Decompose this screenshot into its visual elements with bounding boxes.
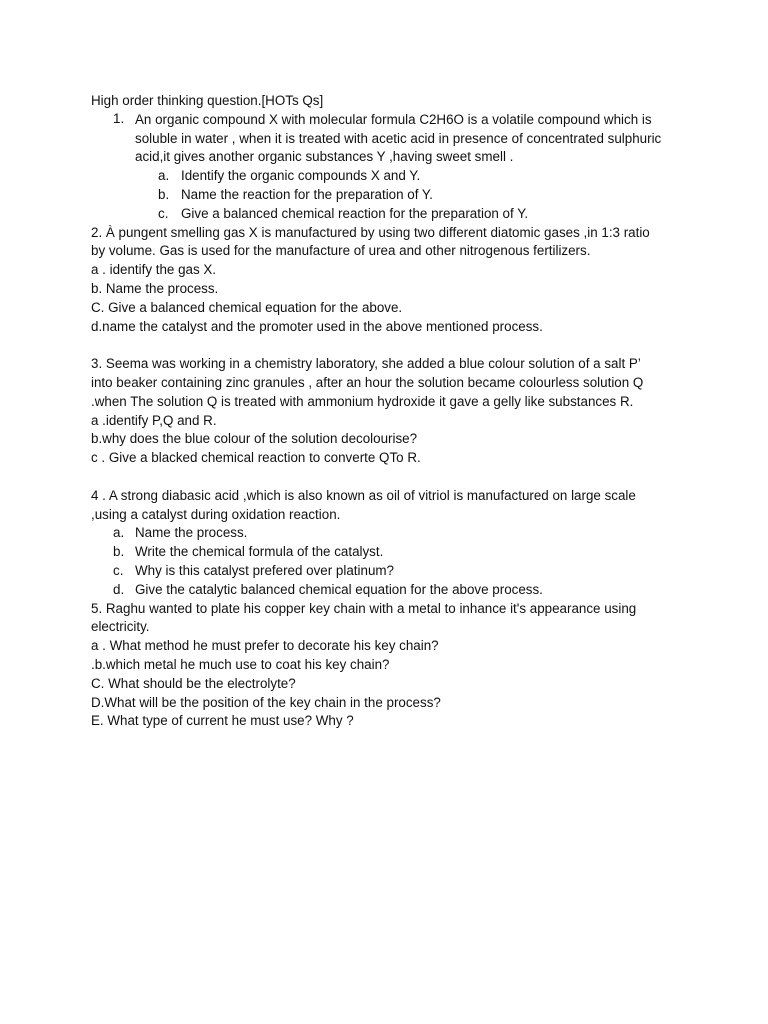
- question-3-line: .when The solution Q is treated with ammonium hydroxide it gave a gelly like substances R.: [91, 393, 634, 409]
- question-1-line: An organic compound X with molecular formula C2H6O is a volatile compound which is: [135, 111, 652, 127]
- question-3-line: b.why does the blue colour of the solution decolourise?: [91, 431, 418, 447]
- question-4-sub-d: [91, 581, 691, 600]
- question-1-sub-a: [91, 167, 691, 186]
- sub-marker: d.: [113, 581, 125, 597]
- question-4-sub-c: [91, 562, 691, 581]
- question-5-line: a . What method he must prefer to decorate his key chain?: [91, 638, 439, 654]
- question-3: [91, 355, 691, 468]
- question-2-line: C. Give a balanced chemical equation for the above.: [91, 299, 403, 315]
- question-1-line: acid,it gives another organic substances Y ,having sweet smell .: [135, 149, 514, 165]
- question-4: [91, 487, 691, 600]
- sub-marker: a.: [158, 168, 170, 184]
- sub-text: Give the catalytic balanced chemical equation for the above process.: [135, 581, 543, 597]
- sub-text: Why is this catalyst prefered over platinum?: [135, 562, 394, 578]
- question-4-sub-b: [91, 543, 691, 562]
- question-3-line: 3. Seema was working in a chemistry laboratory, she added a blue colour solution of a salt P’: [91, 356, 641, 372]
- question-2: [91, 224, 691, 337]
- question-1-sub-b: [91, 186, 691, 205]
- question-4-line: ,using a catalyst during oxidation reaction.: [91, 506, 341, 522]
- sub-text: Write the chemical formula of the catalyst.: [135, 544, 384, 560]
- question-1-sub-c: [91, 205, 691, 224]
- question-5: [91, 600, 691, 732]
- sub-text: Identify the organic compounds X and Y.: [181, 168, 421, 184]
- question-4-sub-a: [91, 524, 691, 543]
- question-2-line: 2. À pungent smelling gas X is manufactured by using two different diatomic gases ,in 1:3 ratio: [91, 224, 650, 240]
- sub-text: Name the process.: [135, 525, 248, 541]
- blank-line: [91, 468, 691, 487]
- question-2-line: by volume. Gas is used for the manufacture of urea and other nitrogenous fertilizers.: [91, 243, 591, 259]
- question-2-line: b. Name the process.: [91, 280, 219, 296]
- document-title: High order thinking question.[HOTs Qs]: [91, 93, 324, 108]
- question-5-line: 5. Raghu wanted to plate his copper key chain with a metal to inhance it's appearance using: [91, 600, 637, 616]
- question-5-line: electricity.: [91, 619, 150, 635]
- sub-text: Name the reaction for the preparation of Y.: [181, 186, 433, 202]
- question-4-line: 4 . A strong diabasic acid ,which is also known as oil of vitriol is manufactured on large scale: [91, 487, 636, 503]
- sub-marker: c.: [113, 562, 124, 578]
- question-5-line: C. What should be the electrolyte?: [91, 675, 296, 691]
- question-1: [91, 111, 691, 167]
- question-2-line: d.name the catalyst and the promoter used in the above mentioned process.: [91, 318, 543, 334]
- question-3-line: into beaker containing zinc granules , after an hour the solution became colourless solution Q: [91, 374, 644, 390]
- sub-marker: c.: [158, 205, 169, 221]
- blank-line: [91, 336, 691, 355]
- sub-marker: a.: [113, 525, 125, 541]
- question-5-line: E. What type of current he must use? Why ?: [91, 713, 354, 729]
- document-page: [91, 92, 691, 731]
- question-2-line: a . identify the gas X.: [91, 262, 217, 278]
- sub-marker: b.: [158, 186, 170, 202]
- sub-text: Give a balanced chemical reaction for the preparation of Y.: [181, 205, 529, 221]
- question-5-line: D.What will be the position of the key chain in the process?: [91, 694, 441, 710]
- sub-marker: b.: [113, 544, 125, 560]
- question-1-line: soluble in water , when it is treated with acetic acid in presence of concentrated sulphuric: [135, 130, 662, 146]
- question-5-line: .b.which metal he much use to coat his key chain?: [91, 656, 390, 672]
- question-3-line: c . Give a blacked chemical reaction to converte QTo R.: [91, 450, 421, 466]
- question-1-number: 1.: [113, 110, 125, 126]
- question-3-line: a .identify P,Q and R.: [91, 412, 217, 428]
